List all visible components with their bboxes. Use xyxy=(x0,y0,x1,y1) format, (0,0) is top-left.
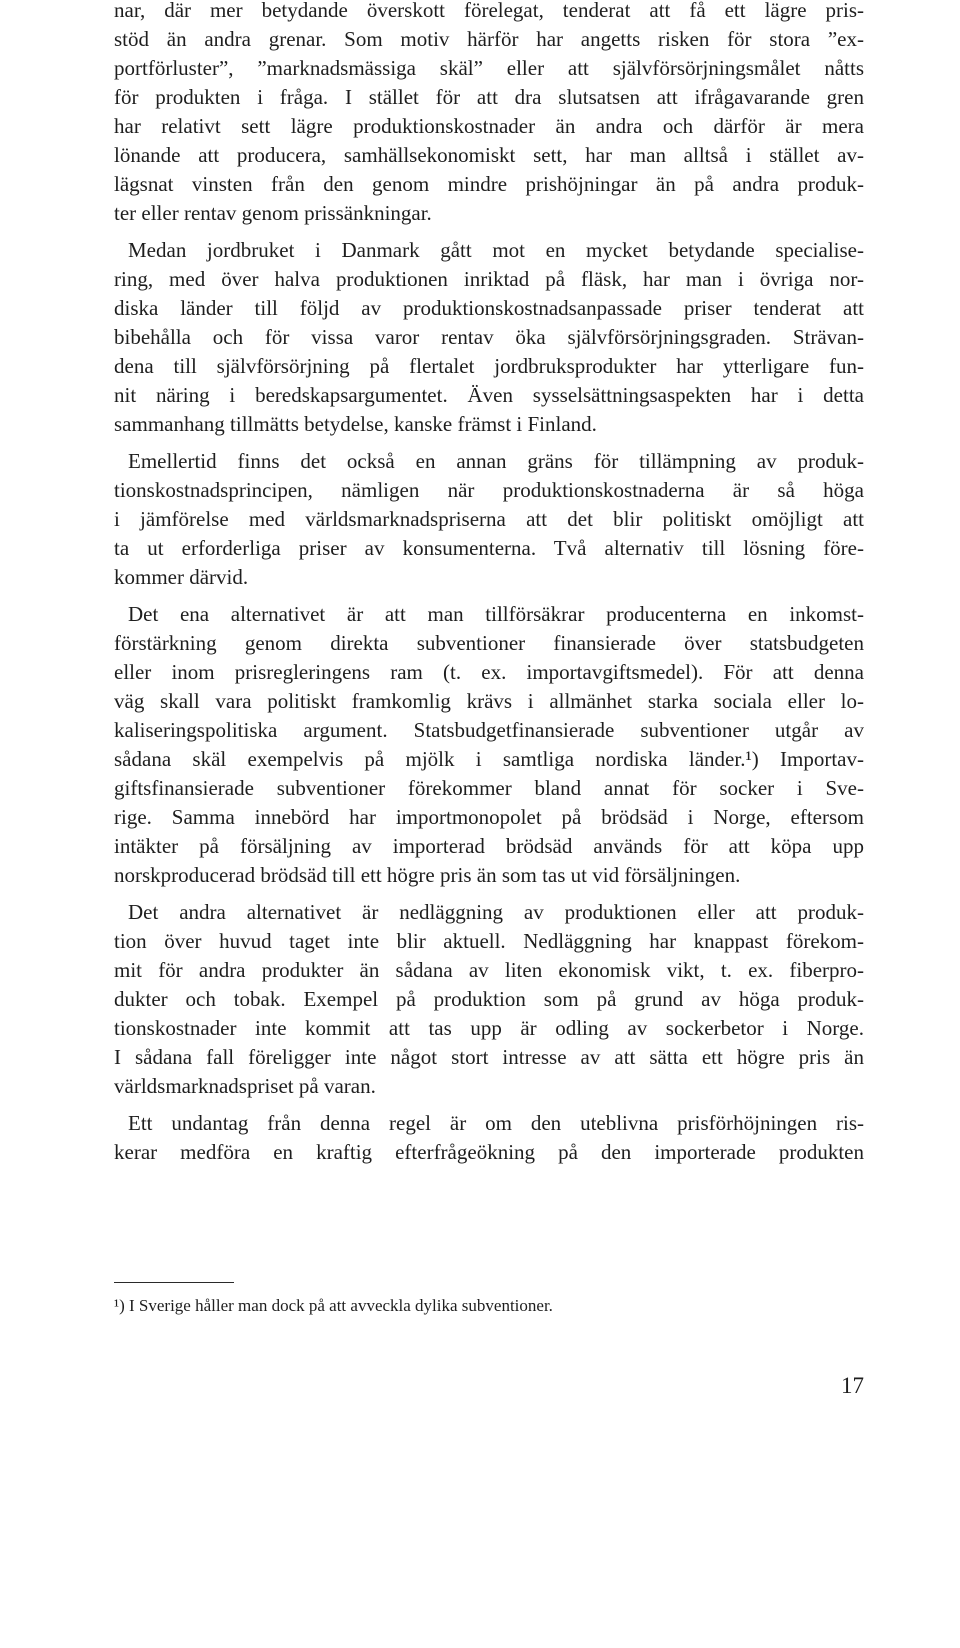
footnote: ¹) I Sverige håller man dock på att avveckla dylika subventioner. xyxy=(114,1296,553,1315)
paragraph xyxy=(114,600,864,890)
text-line: giftsfinansierade subventioner förekommer bland annat för socker i Sve- xyxy=(114,776,864,800)
paragraph-spacer xyxy=(114,1101,864,1109)
text-line: lönande att producera, samhällsekonomiskt sett, har man alltså i stället av- xyxy=(114,143,864,167)
paragraph-spacer xyxy=(114,228,864,236)
text-line: Medan jordbruket i Danmark gått mot en mycket betydande specialise- xyxy=(128,238,864,262)
text-line: I sådana fall föreligger inte något stort intresse av att sätta ett högre pris än xyxy=(114,1045,864,1069)
paragraph xyxy=(114,236,864,439)
page-number: 17 xyxy=(841,1373,864,1398)
text-line: förstärkning genom direkta subventioner finansierade över statsbudgeten xyxy=(114,631,864,655)
text-line: för produkten i fråga. I stället för att dra slutsatsen att ifrågavarande gren xyxy=(114,85,864,109)
text-line: väg skall vara politiskt framkomlig krävs i allmänhet starka sociala eller lo- xyxy=(114,689,864,713)
text-line: tionskostnader inte kommit att tas upp är odling av sockerbetor i Norge. xyxy=(114,1016,864,1040)
body-text xyxy=(114,0,864,1167)
text-line: nar, där mer betydande överskott förelegat, tenderat att få ett lägre pris- xyxy=(114,0,864,22)
text-line: dukter och tobak. Exempel på produktion som på grund av höga produk- xyxy=(114,987,864,1011)
text-line: tionskostnadsprincipen, nämligen när produktionskostnaderna är så höga xyxy=(114,478,864,502)
paragraph-spacer xyxy=(114,439,864,447)
text-line: diska länder till följd av produktionskostnadsanpassade priser tenderat att xyxy=(114,296,864,320)
text-line: kaliseringspolitiska argument. Statsbudgetfinansierade subventioner utgår av xyxy=(114,718,864,742)
text-line: dena till självförsörjning på flertalet jordbruksprodukter har ytterligare fun- xyxy=(114,354,864,378)
text-line: portförluster”, ”marknadsmässiga skäl” eller att självförsörjningsmålet nåtts xyxy=(114,56,864,80)
text-line: i jämförelse med världsmarknadspriserna att det blir politiskt omöjligt att xyxy=(114,507,864,531)
text-line: har relativt sett lägre produktionskostnader än andra och därför är mera xyxy=(114,114,864,138)
text-line: världsmarknadspriset på varan. xyxy=(114,1074,376,1098)
text-line: mit för andra produkter än sådana av liten ekonomisk vikt, t. ex. fiberpro- xyxy=(114,958,864,982)
text-line: kerar medföra en kraftig efterfrågeökning på den importerade produkten xyxy=(114,1140,864,1164)
paragraph xyxy=(114,898,864,1101)
text-line: Det andra alternativet är nedläggning av produktionen eller att produk- xyxy=(128,900,864,924)
text-line: sådana skäl exempelvis på mjölk i samtliga nordiska länder.¹) Importav- xyxy=(114,747,864,771)
text-line: ter eller rentav genom prissänkningar. xyxy=(114,201,432,225)
text-line: lägsnat vinsten från den genom mindre prishöjningar än på andra produk- xyxy=(114,172,864,196)
text-line: intäkter på försäljning av importerad brödsäd används för att köpa upp xyxy=(114,834,864,858)
paragraph xyxy=(114,0,864,228)
text-line: ta ut erforderliga priser av konsumenterna. Två alternativ till lösning före- xyxy=(114,536,864,560)
text-line: tion över huvud taget inte blir aktuell. Nedläggning har knappast förekom- xyxy=(114,929,864,953)
text-line: stöd än andra grenar. Som motiv härför har angetts risken för stora ”ex- xyxy=(114,27,864,51)
paragraph-spacer xyxy=(114,890,864,898)
text-line: norskproducerad brödsäd till ett högre pris än som tas ut vid försäljningen. xyxy=(114,863,741,887)
text-line: nit näring i beredskapsargumentet. Även sysselsättningsaspekten har i detta xyxy=(114,383,864,407)
footnote-divider xyxy=(114,1282,234,1283)
text-line: eller inom prisregleringens ram (t. ex. importavgiftsmedel). För att denna xyxy=(114,660,864,684)
text-line: sammanhang tillmätts betydelse, kanske främst i Finland. xyxy=(114,412,597,436)
text-line: rige. Samma innebörd har importmonopolet på brödsäd i Norge, eftersom xyxy=(114,805,864,829)
text-line: Det ena alternativet är att man tillförsäkrar producenterna en inkomst- xyxy=(128,602,864,626)
text-line: Ett undantag från denna regel är om den uteblivna prisförhöjningen ris- xyxy=(128,1111,864,1135)
paragraph-spacer xyxy=(114,592,864,600)
text-line: bibehålla och för vissa varor rentav öka självförsörjningsgraden. Strävan- xyxy=(114,325,864,349)
paragraph xyxy=(114,447,864,592)
paragraph xyxy=(114,1109,864,1167)
text-line: kommer därvid. xyxy=(114,565,249,589)
text-line: ring, med över halva produktionen inriktad på fläsk, har man i övriga nor- xyxy=(114,267,864,291)
text-line: Emellertid finns det också en annan gräns för tillämpning av produk- xyxy=(128,449,864,473)
